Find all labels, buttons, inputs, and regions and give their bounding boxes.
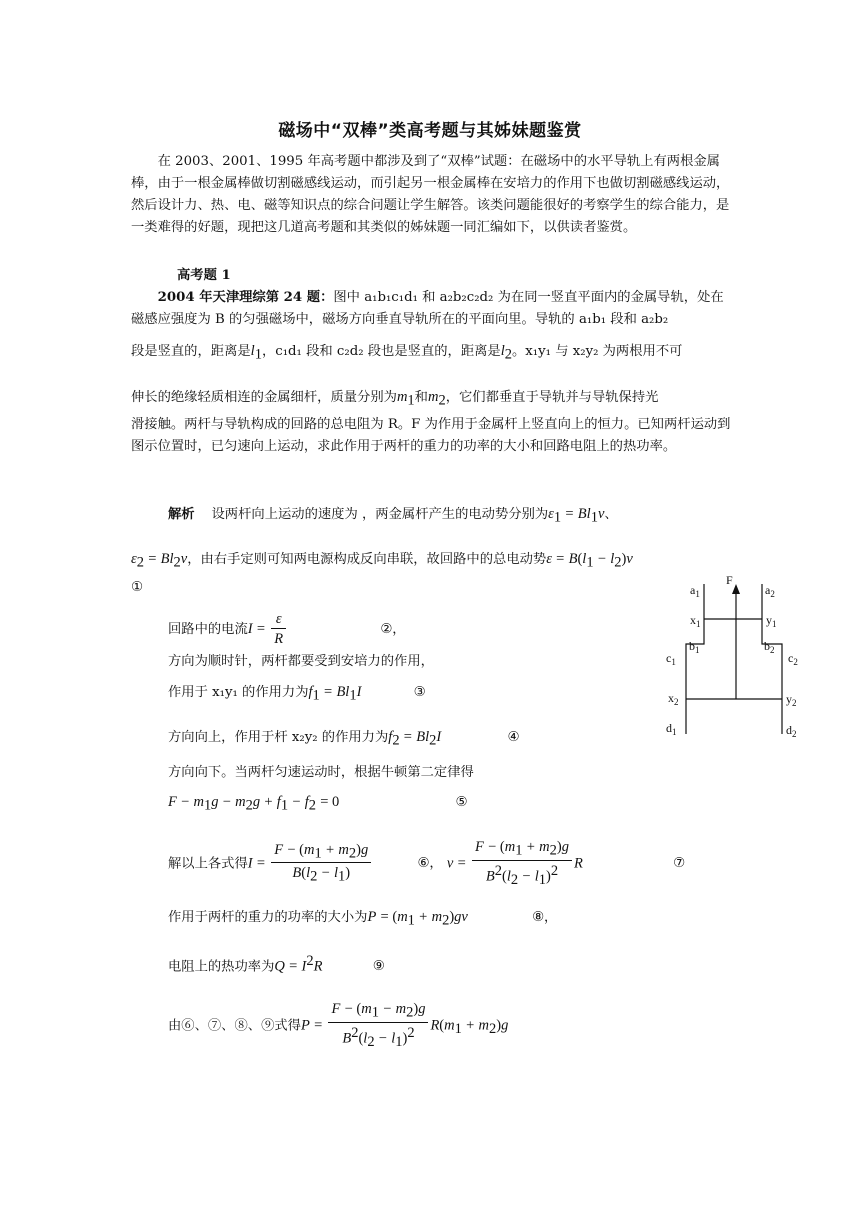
- problem-line-3: 伸长的绝缘轻质相连的金属细杆，质量分别为$m_1$和$m_2$，它们都垂直于导轨并与导轨保持光: [131, 389, 659, 409]
- label-a1: $a_1$: [690, 583, 700, 599]
- equation-marker-2: ②，: [380, 622, 406, 637]
- solution-text-1: 设两杆向上运动的速度为 ，两金属杆产生的电动势分别为: [211, 507, 549, 522]
- label-a2: $a_2$: [765, 583, 775, 599]
- current-text: 回路中的电流: [168, 622, 248, 637]
- rail-diagram: [656, 572, 806, 742]
- problem-text-2a: 段是竖直的，距离是: [131, 344, 251, 359]
- solve-text: 解以上各式得: [168, 856, 248, 872]
- solution-results: 解以上各式得I = $\frac{F - (m_1 + m_2)g}{B(l_2 - l_1)}$ ⑥， v = $\frac{F - (m_1 + m_2)g}{B^2(l_2 - l_1)^2}$ R ⑦: [168, 839, 685, 888]
- equation-marker-4: ④: [507, 730, 520, 745]
- problem-paragraph: [131, 287, 731, 331]
- problem-line-2: 段是竖直的，距离是$l_1$，c₁d₁ 段和 c₂d₂ 段也是竖直的，距离是$l_2$。x₁y₁ 与 x₂y₂ 为两根用不可: [131, 343, 683, 363]
- problem-source: 2004 年天津理综第 24 题：: [157, 290, 334, 305]
- label-d2: $d_2$: [786, 723, 797, 739]
- section-label: 高考题 1: [177, 268, 231, 283]
- label-b2: $b_2$: [764, 639, 775, 655]
- problem-text-1: 图中 a₁b₁c₁d₁ 和 a₂b₂c₂d₂ 为在同一竖直平面内的金属导轨，处在磁感应强度为 B 的匀强磁场中，磁场方向垂直导轨所在的平面向里。导轨的 a₁b₁ 段和 a₂b₂: [131, 290, 724, 327]
- label-b1: $b_1$: [689, 639, 700, 655]
- problem-text-3c: ，它们都垂直于导轨并与导轨保持光: [445, 390, 659, 405]
- problem-text-2b: ，c₁d₁ 段和 c₂d₂ 段也是竖直的，距离是: [261, 344, 501, 359]
- solution-final: 由⑥、⑦、⑧、⑨式得P = $\frac{F - (m_1 - m_2)g}{B^2(l_2 - l_1)^2}$ $R(m_1 + m_2)g$: [168, 1001, 509, 1050]
- solution-current: 回路中的电流I = $\frac{\varepsilon}{R}$ ②，: [168, 611, 406, 647]
- problem-text-2c: 。x₁y₁ 与 x₂y₂ 为两根用不可: [512, 344, 683, 359]
- solution-line-1: 解析 设两杆向上运动的速度为 ，两金属杆产生的电动势分别为$\varepsilon_1 = Bl_1v$、: [168, 506, 618, 526]
- equation-marker-5: ⑤: [455, 795, 468, 810]
- solution-gravity-power: 作用于两杆的重力的功率的大小为$P = (m_1 + m_2)gv$ ⑧，: [168, 909, 558, 929]
- equation-marker-9: ⑨: [372, 959, 385, 975]
- force-2-text: 方向向上，作用于杆 x₂y₂ 的作用力为: [168, 730, 389, 745]
- solution-line-2: $\varepsilon_2 = Bl_2v$，由右手定则可知两电源构成反向串联，故回路中的总电动势$\varepsilon = B(l_1 - l_2)v$: [131, 551, 633, 571]
- equation-marker-6: ⑥，: [417, 856, 443, 872]
- left-rail: [686, 584, 704, 734]
- power-text: 作用于两杆的重力的功率的大小为: [168, 910, 368, 925]
- label-y1: $y_1$: [766, 613, 777, 629]
- solution-force-1: 作用于 x₁y₁ 的作用力为$f_1 = Bl_1I$ ③: [168, 684, 426, 704]
- equation-marker-8: ⑧，: [532, 910, 558, 925]
- solution-heat-power: 电阻上的热功率为$Q = I^2R$ ⑨: [168, 953, 385, 975]
- label-d1: $d_1$: [666, 721, 677, 737]
- intro-paragraph: 在 2003、2001、1995 年高考题中都涉及到了“双棒”试题：在磁场中的水平导轨上有两根金属棒，由于一根金属棒做切割磁感线运动，而引起另一根金属棒在安培力的作用下也做切割磁感线运动，然后设计力、热、电、磁等知识点的综合问题让学生解答。该类问题能很好的考察学生的综合能力，是一类难得的好题，现把这几道高考题和其类似的姊妹题一同汇编如下，以供读者鉴赏。: [131, 154, 730, 235]
- force-1-text: 作用于 x₁y₁ 的作用力为: [168, 685, 309, 700]
- solution-label: 解析: [168, 507, 195, 522]
- solution-newton: $F - m_1g - m_2g + f_1 - f_2 = 0$ ⑤: [168, 794, 468, 814]
- right-rail: [762, 584, 782, 734]
- solution-text-1b: 、: [604, 507, 618, 522]
- label-x1: $x_1$: [690, 613, 701, 629]
- label-c1: $c_1$: [666, 651, 676, 667]
- solution-force-2: 方向向上，作用于杆 x₂y₂ 的作用力为$f_2 = Bl_2I$ ④: [168, 729, 520, 749]
- solution-text-2: ，由右手定则可知两电源构成反向串联，故回路中的总电动势: [187, 552, 547, 567]
- problem-text-3a: 伸长的绝缘轻质相连的金属细杆，质量分别为: [131, 390, 397, 405]
- label-F: F: [726, 573, 733, 587]
- label-c2: $c_2$: [788, 651, 798, 667]
- problem-text-3b: 和: [414, 390, 428, 405]
- equation-marker-1: ①: [131, 580, 143, 595]
- equation-marker-7: ⑦: [673, 856, 685, 872]
- solution-direction-1: 方向为顺时针，两杆都要受到安培力的作用，: [168, 654, 434, 669]
- problem-paragraph-end: 滑接触。两杆与导轨构成的回路的总电阻为 R。F 为作用于金属杆上竖直向上的恒力。已知两杆运动到图示位置时，已匀速向上运动，求此作用于两杆的重力的功率的大小和回路电阻上的热功率。: [131, 417, 731, 454]
- equation-marker-3: ③: [413, 685, 426, 700]
- label-y2: $y_2$: [786, 692, 797, 708]
- label-x2: $x_2$: [668, 691, 679, 707]
- force-arrow-icon: [732, 584, 740, 594]
- solution-direction-2: 方向向下。当两杆匀速运动时，根据牛顿第二定律得: [168, 765, 474, 780]
- page-title: 磁场中“双棒”类高考题与其姊妹题鉴赏: [278, 121, 582, 141]
- final-text: 由⑥、⑦、⑧、⑨式得: [168, 1018, 301, 1034]
- heat-text: 电阻上的热功率为: [168, 959, 275, 975]
